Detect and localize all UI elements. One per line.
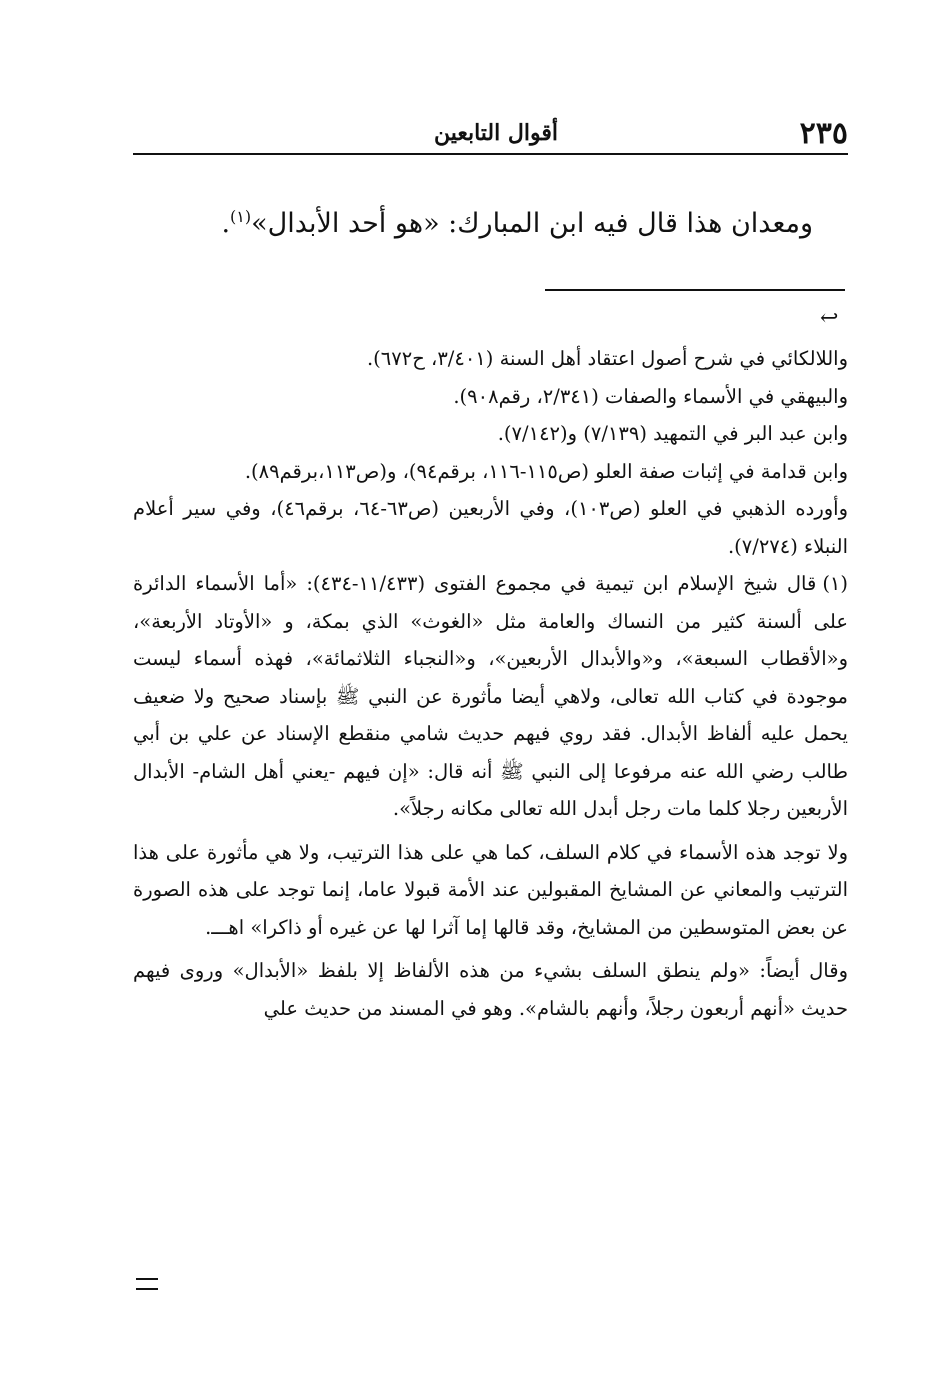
footnote-paragraph: وقال أيضاً: «ولم ينطق السلف بشيء من هذه الألفاظ إلا بلفظ «الأبدال» وروى فيهم حديث «أنهم أربعون رجلاً، وأنهم بالشام». وهو في المسند من حديث علي [133, 959, 848, 1020]
footnote-ref-line: واللالكائي في شرح أصول اعتقاد أهل السنة (٣/٤٠١، ح٦٧٢). [366, 347, 848, 370]
continuation-arrow-icon: ↩ [820, 306, 839, 331]
footnote-ref-line: والبيهقي في الأسماء والصفات (٢/٣٤١، رقم٩٠٨). [453, 384, 848, 408]
page-header [133, 110, 848, 154]
continuation-mark [136, 1278, 158, 1290]
footnote-1 [133, 565, 848, 828]
footnote-paragraph: ولا توجد هذه الأسماء في كلام السلف، كما هي على هذا الترتيب، ولا هي مأثورة على هذا الترتيب والمعاني عن المشايخ المقبولين عند الأمة قبولا عاما، إنما توجد على هذه الصورة عن بعض المتوسطين من المشايخ، وقد قالها إما آثرا لها عن غيره أو ذاكرا» اهـــ. [133, 840, 848, 939]
footnote-separator [545, 289, 845, 291]
footnote-ref: (١) [230, 207, 252, 226]
footnotes [133, 340, 848, 1027]
main-sentence: ومعدان هذا قال فيه ابن المبارك: «هو أحد الأبدال» [251, 208, 813, 239]
header-rule [133, 153, 848, 155]
footnote-ref-line: وأورده الذهبي في العلو (ص١٠٣)، وفي الأربعين (ص٦٣-٦٤، برقم٤٦)، وفي سير أعلام النبلاء (٧/٢٧٤). [133, 497, 848, 558]
main-text [133, 192, 813, 249]
main-end: . [221, 208, 231, 239]
footnote-number: (١) [822, 572, 849, 595]
footnote-1-text: قال شيخ الإسلام ابن تيمية في مجموع الفتوى (١١/٤٣٣-٤٣٤): «أما الأسماء الدائرة على ألسنة كثير من النساك والعامة مثل «الغوث» الذي بمكة، و «الأوتاد الأربعة»، و«الأقطاب السبعة»، و«والأبدال الأربعين»، و«النجباء الثلاثمائة»، فهذه أسماء ليست موجودة في كتاب الله تعالى، ولاهي أيضا مأثورة عن النبي ﷺ بإسناد صحيح ولا ضعيف يحمل عليه ألفاظ الأبدال. فقد روي فيهم حديث شامي منقطع الإسناد عن علي بن أبي طالب رضي الله عنه مرفوعا إلى النبي ﷺ أنه قال: «إن فيهم -يعني أهل الشام- الأبدال الأربعين رجلا كلما مات رجل أبدل الله تعالى مكانه رجلاً». [133, 572, 848, 820]
running-title: أقوال التابعين [433, 120, 558, 146]
footnote-ref-line: وابن قدامة في إثبات صفة العلو (ص١١٥-١١٦، برقم٩٤)، و(ص١١٣،برقم٨٩). [244, 459, 848, 483]
footnote-ref-line: وابن عبد البر في التمهيد (٧/١٣٩) و(٧/١٤٢). [497, 422, 848, 445]
page-number: ٢٣٥ [799, 116, 848, 151]
